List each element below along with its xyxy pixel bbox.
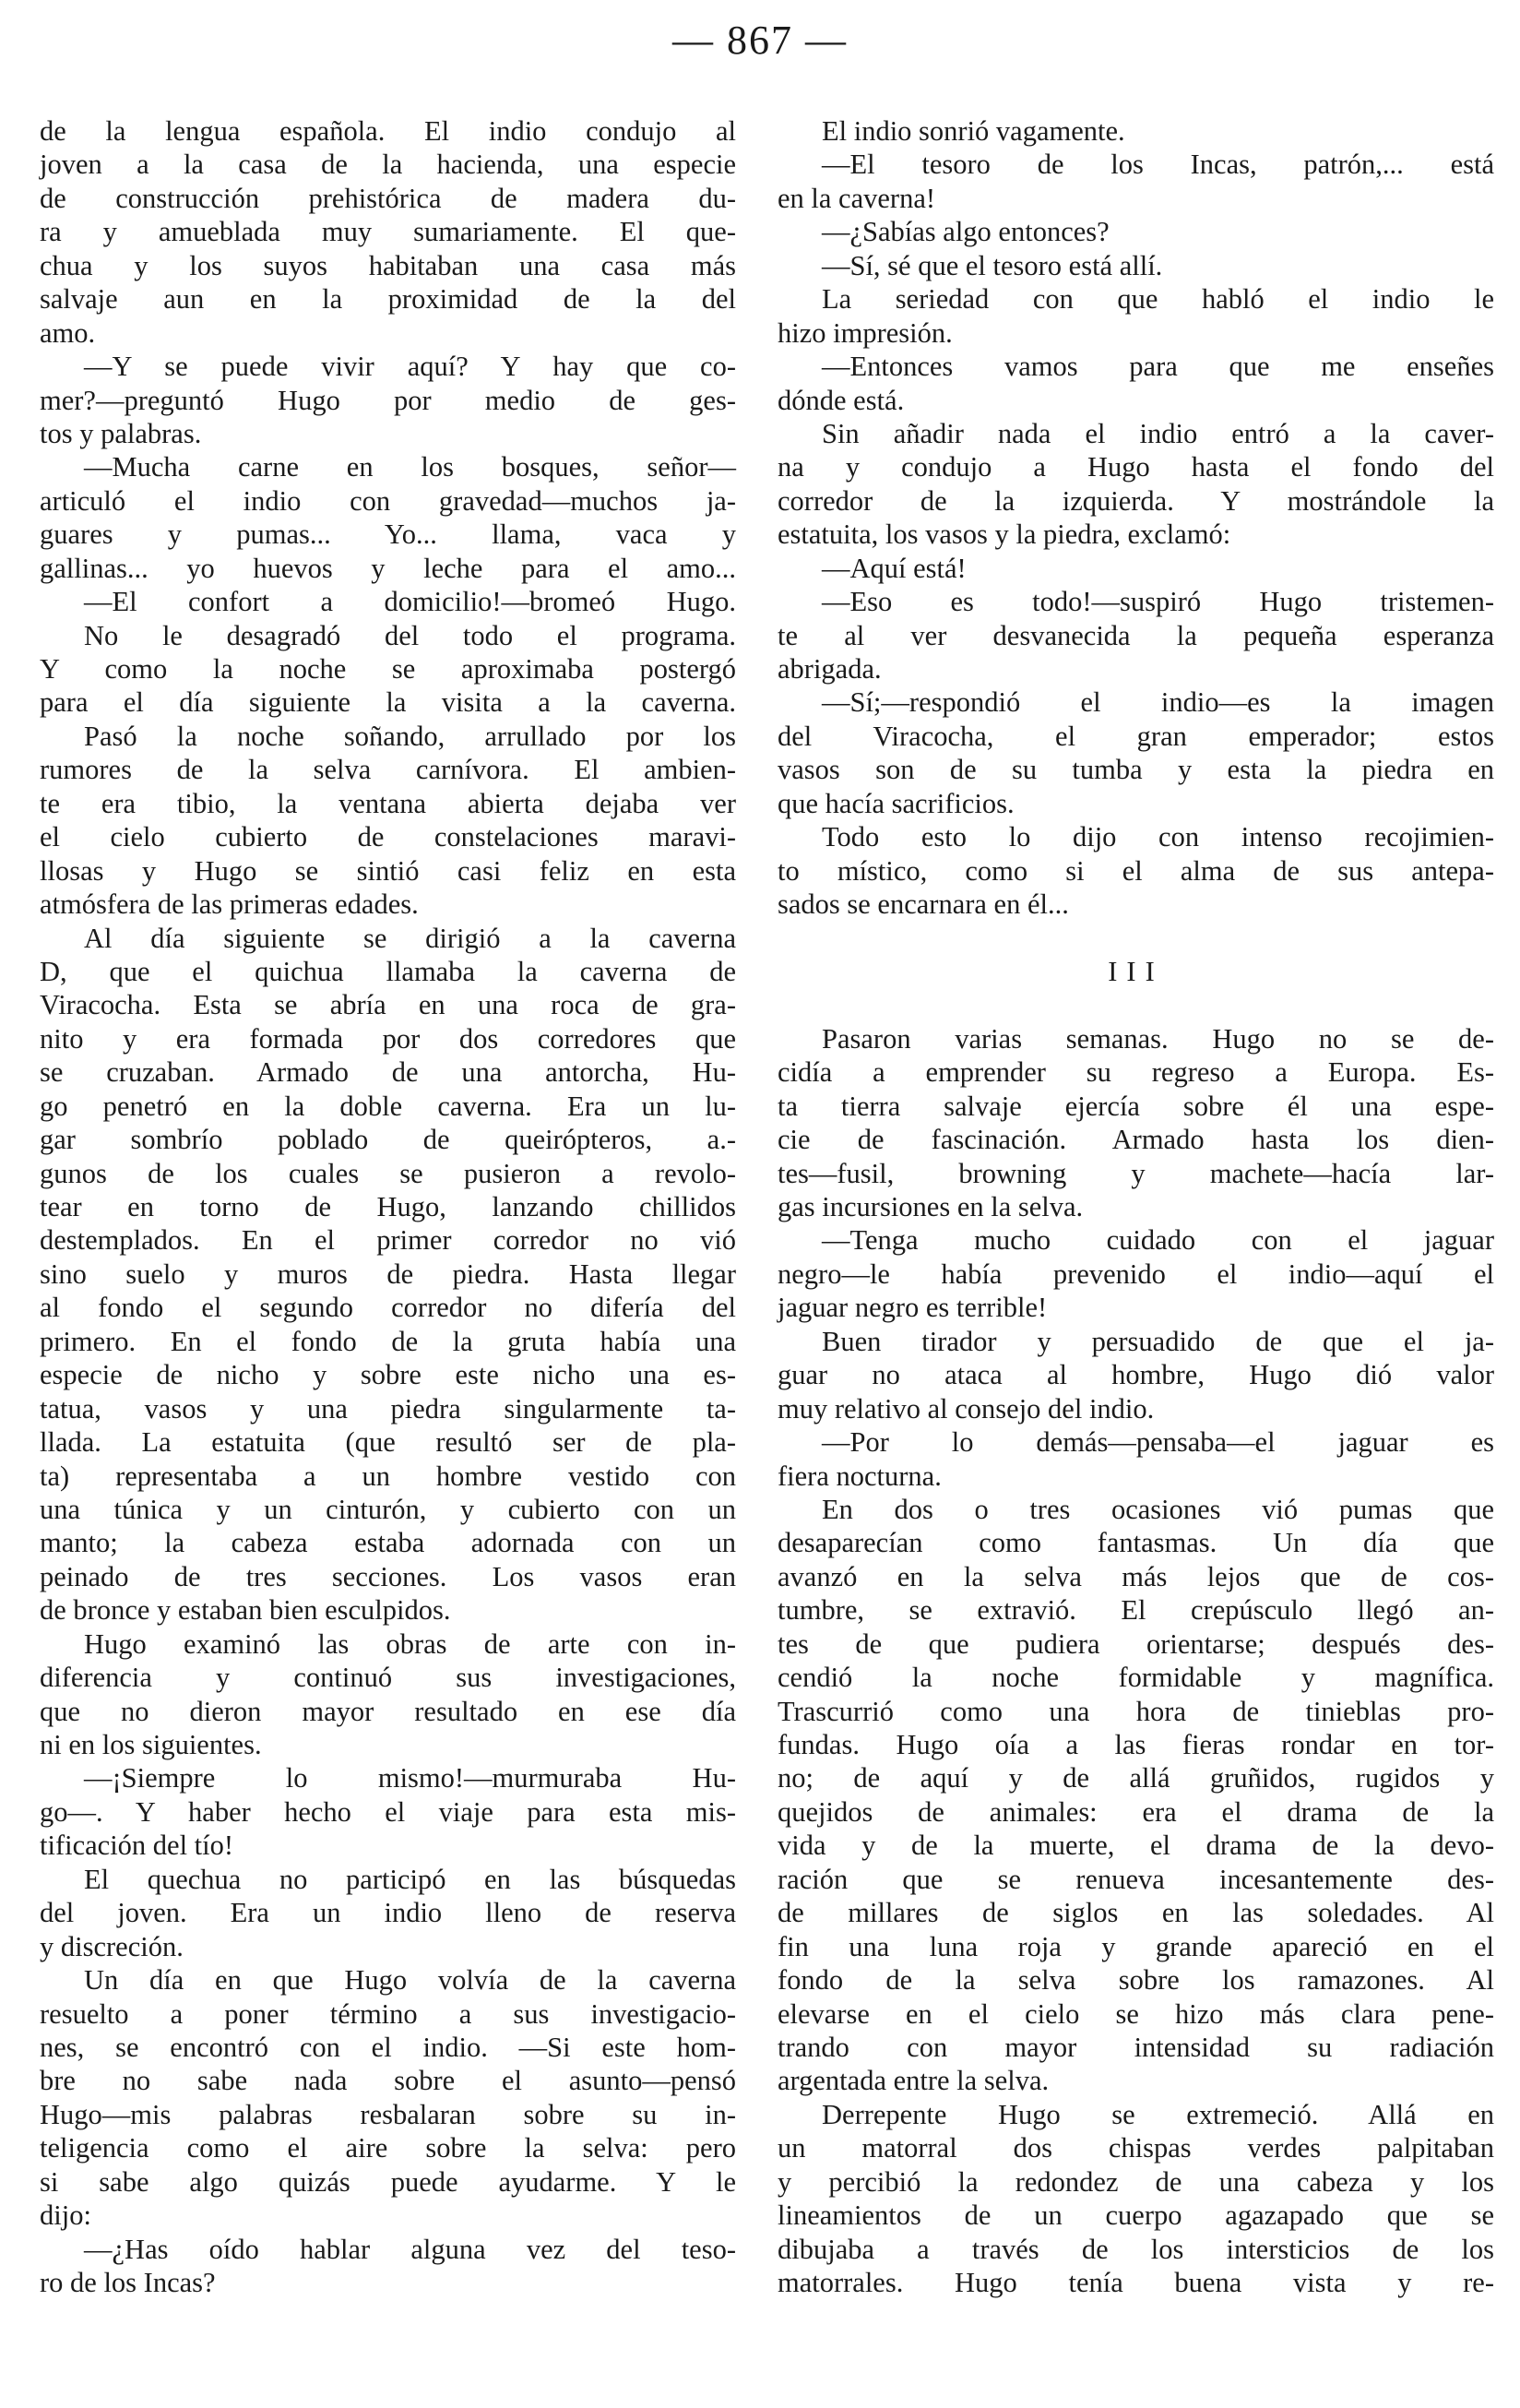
text-line: Derrepente Hugo se extremeció. Allá en — [822, 2098, 1494, 2130]
text-line: nito y era formada por dos corredores que — [40, 1022, 736, 1055]
text-line: Un día en que Hugo volvía de la caverna — [84, 1964, 736, 1997]
text-line: especie de nicho y sobre este nicho una es- — [40, 1359, 736, 1391]
text-line: del joven. Era un indio lleno de reserva — [40, 1897, 736, 1929]
text-line: manto; la cabeza estaba adornada con un — [40, 1527, 736, 1559]
text-line: trando con mayor intensidad su radiación — [778, 2031, 1494, 2063]
text-line: tes—fusil, browning y machete—hacía lar- — [778, 1157, 1494, 1189]
text-line: gar sombrío poblado de queirópteros, a.- — [40, 1124, 736, 1156]
text-line: guares y pumas... Yo... llama, vaca y — [40, 519, 736, 551]
text-line: fondo de la selva sobre los ramazones. Al — [778, 1964, 1494, 1997]
text-line: desaparecían como fantasmas. Un día que — [778, 1527, 1494, 1559]
text-line: te era tibio, la ventana abierta dejaba ver — [40, 787, 736, 819]
text-line: dibujaba a través de los intersticios de los — [778, 2233, 1494, 2265]
text-line: si sabe algo quizás puede ayudarme. Y le — [40, 2165, 736, 2198]
text-line: —Sí, sé que el tesoro está allí. — [822, 249, 1163, 281]
text-line: llosas y Hugo se sintió casi feliz en esta — [40, 854, 736, 887]
text-line: Buen tirador y persuadido de que el ja- — [822, 1325, 1494, 1357]
text-line: —¡Siempre lo mismo!—murmuraba Hu- — [84, 1762, 736, 1794]
text-line: Pasaron varias semanas. Hugo no se de- — [822, 1022, 1494, 1055]
text-line: go—. Y haber hecho el viaje para esta mis- — [40, 1795, 736, 1828]
text-line: dijo: — [40, 2199, 91, 2232]
text-line: destemplados. En el primer corredor no vió — [40, 1224, 736, 1257]
section-heading: III — [1108, 955, 1164, 987]
text-line: —Tenga mucho cuidado con el jaguar — [822, 1224, 1494, 1257]
text-line: —Aquí está! — [822, 552, 967, 584]
text-line: jaguar negro es terrible! — [778, 1292, 1048, 1324]
text-line: al fondo el segundo corredor no difería del — [40, 1292, 736, 1324]
text-line: una túnica y un cinturón, y cubierto con un — [40, 1493, 736, 1525]
text-line: —Y se puede vivir aquí? Y hay que co- — [84, 351, 736, 383]
text-line: —Mucha carne en los bosques, señor— — [84, 451, 736, 483]
text-line: —¿Has oído hablar alguna vez del teso- — [84, 2233, 736, 2265]
text-line: llada. La estatuita (que resultó ser de pla- — [40, 1426, 736, 1459]
text-line: El indio sonrió vagamente. — [822, 115, 1125, 147]
text-line: No le desagradó del todo el programa. — [84, 619, 736, 651]
text-line: ro de los Incas? — [40, 2267, 216, 2298]
text-line: La seriedad con que habló el indio le — [822, 283, 1494, 316]
text-line: primero. En el fondo de la gruta había una — [40, 1325, 736, 1357]
text-line: Todo esto lo dijo con intenso recojimien- — [822, 821, 1494, 853]
text-line: abrigada. — [778, 653, 882, 685]
text-line: Al día siguiente se dirigió a la caverna — [84, 922, 736, 954]
page-number: — 867 — — [672, 18, 848, 63]
text-line: de millares de siglos en las soledades. Al — [778, 1897, 1494, 1929]
text-line: chua y los suyos habitaban una casa más — [40, 249, 736, 281]
text-line: muy relativo al consejo del indio. — [778, 1392, 1155, 1425]
text-line: gallinas... yo huevos y leche para el amo... — [40, 552, 736, 584]
text-line: Trascurrió como una hora de tinieblas pro- — [778, 1695, 1494, 1727]
text-line: El quechua no participó en las búsquedas — [84, 1863, 736, 1895]
text-line: y percibió la redondez de una cabeza y los — [778, 2165, 1494, 2198]
text-line: sino suelo y muros de piedra. Hasta llegar — [40, 1258, 736, 1290]
text-line: Pasó la noche soñando, arrullado por los — [84, 720, 736, 752]
text-line: negro—le había prevenido el indio—aquí el — [778, 1258, 1494, 1290]
text-line: resuelto a poner término a sus investigacio- — [40, 1997, 736, 2030]
text-line: joven a la casa de la hacienda, una especie — [40, 149, 736, 181]
text-line: Hugo—mis palabras resbalaran sobre su in- — [40, 2098, 736, 2130]
text-line: te al ver desvanecida la pequeña esperanza — [778, 619, 1494, 651]
text-line: gas incursiones en la selva. — [778, 1191, 1084, 1222]
text-line: Hugo examinó las obras de arte con in- — [84, 1627, 736, 1660]
text-line: nes, se encontró con el indio. —Si este hom- — [40, 2031, 736, 2063]
text-line: que no dieron mayor resultado en ese día — [40, 1695, 736, 1727]
text-line: y discreción. — [40, 1930, 184, 1962]
text-line: peinado de tres secciones. Los vasos eran — [40, 1560, 736, 1592]
text-line: amo. — [40, 316, 96, 349]
text-line: se cruzaban. Armado de una antorcha, Hu- — [40, 1056, 736, 1089]
text-line: ración que se renueva incesantemente des- — [778, 1863, 1494, 1895]
text-line: —El confort a domicilio!—bromeó Hugo. — [84, 586, 736, 618]
text-line: bre no sabe nada sobre el asunto—pensó — [40, 2065, 736, 2097]
text-line: argentada entre la selva. — [778, 2065, 1050, 2097]
text-line: D, que el quichua llamaba la caverna de — [40, 955, 736, 987]
text-line: cendió la noche formidable y magnífica. — [778, 1662, 1494, 1694]
text-line: de bronce y estaban bien esculpidos. — [40, 1594, 451, 1627]
text-line: vasos son de su tumba y esta la piedra en — [778, 754, 1494, 786]
text-line: —Eso es todo!—suspiró Hugo tristemen- — [822, 586, 1494, 618]
text-line: no; de aquí y de allá gruñidos, rugidos y — [778, 1762, 1494, 1794]
text-line: ta) representaba a un hombre vestido con — [40, 1460, 736, 1492]
text-line: to místico, como si el alma de sus antepa- — [778, 854, 1494, 887]
text-line: tumbre, se extravió. El crepúsculo llegó an- — [778, 1594, 1494, 1627]
text-line: que hacía sacrificios. — [778, 787, 1015, 819]
text-line: sados se encarnara en él... — [778, 888, 1069, 921]
text-line: del Viracocha, el gran emperador; estos — [778, 720, 1494, 752]
text-line: teligencia como el aire sobre la selva: pero — [40, 2132, 736, 2164]
text-line: lineamientos de un cuerpo agazapado que se — [778, 2199, 1494, 2232]
text-line: atmósfera de las primeras edades. — [40, 888, 419, 921]
text-line: mer?—preguntó Hugo por medio de ges- — [40, 384, 736, 416]
text-line: fundas. Hugo oía a las fieras rondar en tor- — [778, 1729, 1494, 1760]
text-line: matorrales. Hugo tenía buena vista y re- — [778, 2267, 1494, 2298]
text-line: hizo impresión. — [778, 316, 953, 349]
text-line: salvaje aun en la proximidad de la del — [40, 283, 736, 316]
text-line: quejidos de animales: era el drama de la — [778, 1795, 1494, 1828]
text-line: diferencia y continuó sus investigaciones, — [40, 1662, 736, 1694]
text-line: tificación del tío! — [40, 1830, 234, 1862]
text-line: tatua, vasos y una piedra singularmente ta- — [40, 1392, 736, 1425]
text-line: ta tierra salvaje ejercía sobre él una espe- — [778, 1090, 1494, 1122]
text-line: tes de que pudiera orientarse; después des- — [778, 1627, 1494, 1660]
text-line: —¿Sabías algo entonces? — [822, 216, 1110, 248]
text-line: para el día siguiente la visita a la caverna. — [40, 686, 736, 719]
text-line: ni en los siguientes. — [40, 1729, 262, 1760]
left-column — [40, 114, 736, 2299]
text-line: vida y de la muerte, el drama de la devo- — [778, 1830, 1494, 1862]
text-line: fiera nocturna. — [778, 1460, 942, 1492]
text-line: Y como la noche se aproximaba postergó — [40, 653, 736, 685]
text-line: En dos o tres ocasiones vió pumas que — [822, 1493, 1494, 1525]
text-line: articuló el indio con gravedad—muchos ja- — [40, 484, 736, 517]
text-line: go penetró en la doble caverna. Era un lu- — [40, 1090, 736, 1122]
text-line: tos y palabras. — [40, 417, 202, 449]
text-line: —Entonces vamos para que me enseñes — [822, 351, 1494, 383]
spacer — [778, 922, 1494, 955]
text-line: rumores de la selva carnívora. El ambien- — [40, 754, 736, 786]
text-line: —Sí;—respondió el indio—es la imagen — [822, 686, 1494, 719]
text-line: cidía a emprender su regreso a Europa. Es- — [778, 1056, 1494, 1089]
text-line: Sin añadir nada el indio entró a la caver- — [822, 417, 1494, 449]
text-line: en la caverna! — [778, 182, 936, 214]
text-line: —Por lo demás—pensaba—el jaguar es — [822, 1426, 1494, 1459]
text-line: na y condujo a Hugo hasta el fondo del — [778, 451, 1494, 483]
text-line: estatuita, los vasos y la piedra, exclamó: — [778, 519, 1231, 551]
text-line: de construcción prehistórica de madera du- — [40, 182, 736, 214]
text-line: fin una luna roja y grande apareció en el — [778, 1930, 1494, 1962]
text-line: ra y amueblada muy sumariamente. El que- — [40, 216, 736, 248]
text-line: tear en torno de Hugo, lanzando chillidos — [40, 1191, 736, 1222]
text-line: el cielo cubierto de constelaciones maravi- — [40, 821, 736, 853]
text-line: elevarse en el cielo se hizo más clara pene- — [778, 1997, 1494, 2030]
text-line: guar no ataca al hombre, Hugo dió valor — [778, 1359, 1494, 1391]
text-line: un matorral dos chispas verdes palpitaban — [778, 2132, 1494, 2164]
spacer — [778, 988, 1494, 1021]
text-line: —El tesoro de los Incas, patrón,... está — [822, 149, 1494, 181]
right-column-after-heading — [778, 1022, 1494, 2300]
text-line: gunos de los cuales se pusieron a revolo- — [40, 1157, 736, 1189]
text-line: Viracocha. Esta se abría en una roca de gra- — [40, 989, 736, 1021]
text-line: de la lengua española. El indio condujo al — [40, 115, 736, 147]
text-line: corredor de la izquierda. Y mostrándole la — [778, 484, 1494, 517]
text-line: dónde está. — [778, 384, 905, 416]
text-line: avanzó en la selva más lejos que de cos- — [778, 1560, 1494, 1592]
right-column — [778, 114, 1494, 2299]
right-column-before-heading — [778, 114, 1494, 922]
text-line: cie de fascinación. Armado hasta los dien- — [778, 1124, 1494, 1156]
